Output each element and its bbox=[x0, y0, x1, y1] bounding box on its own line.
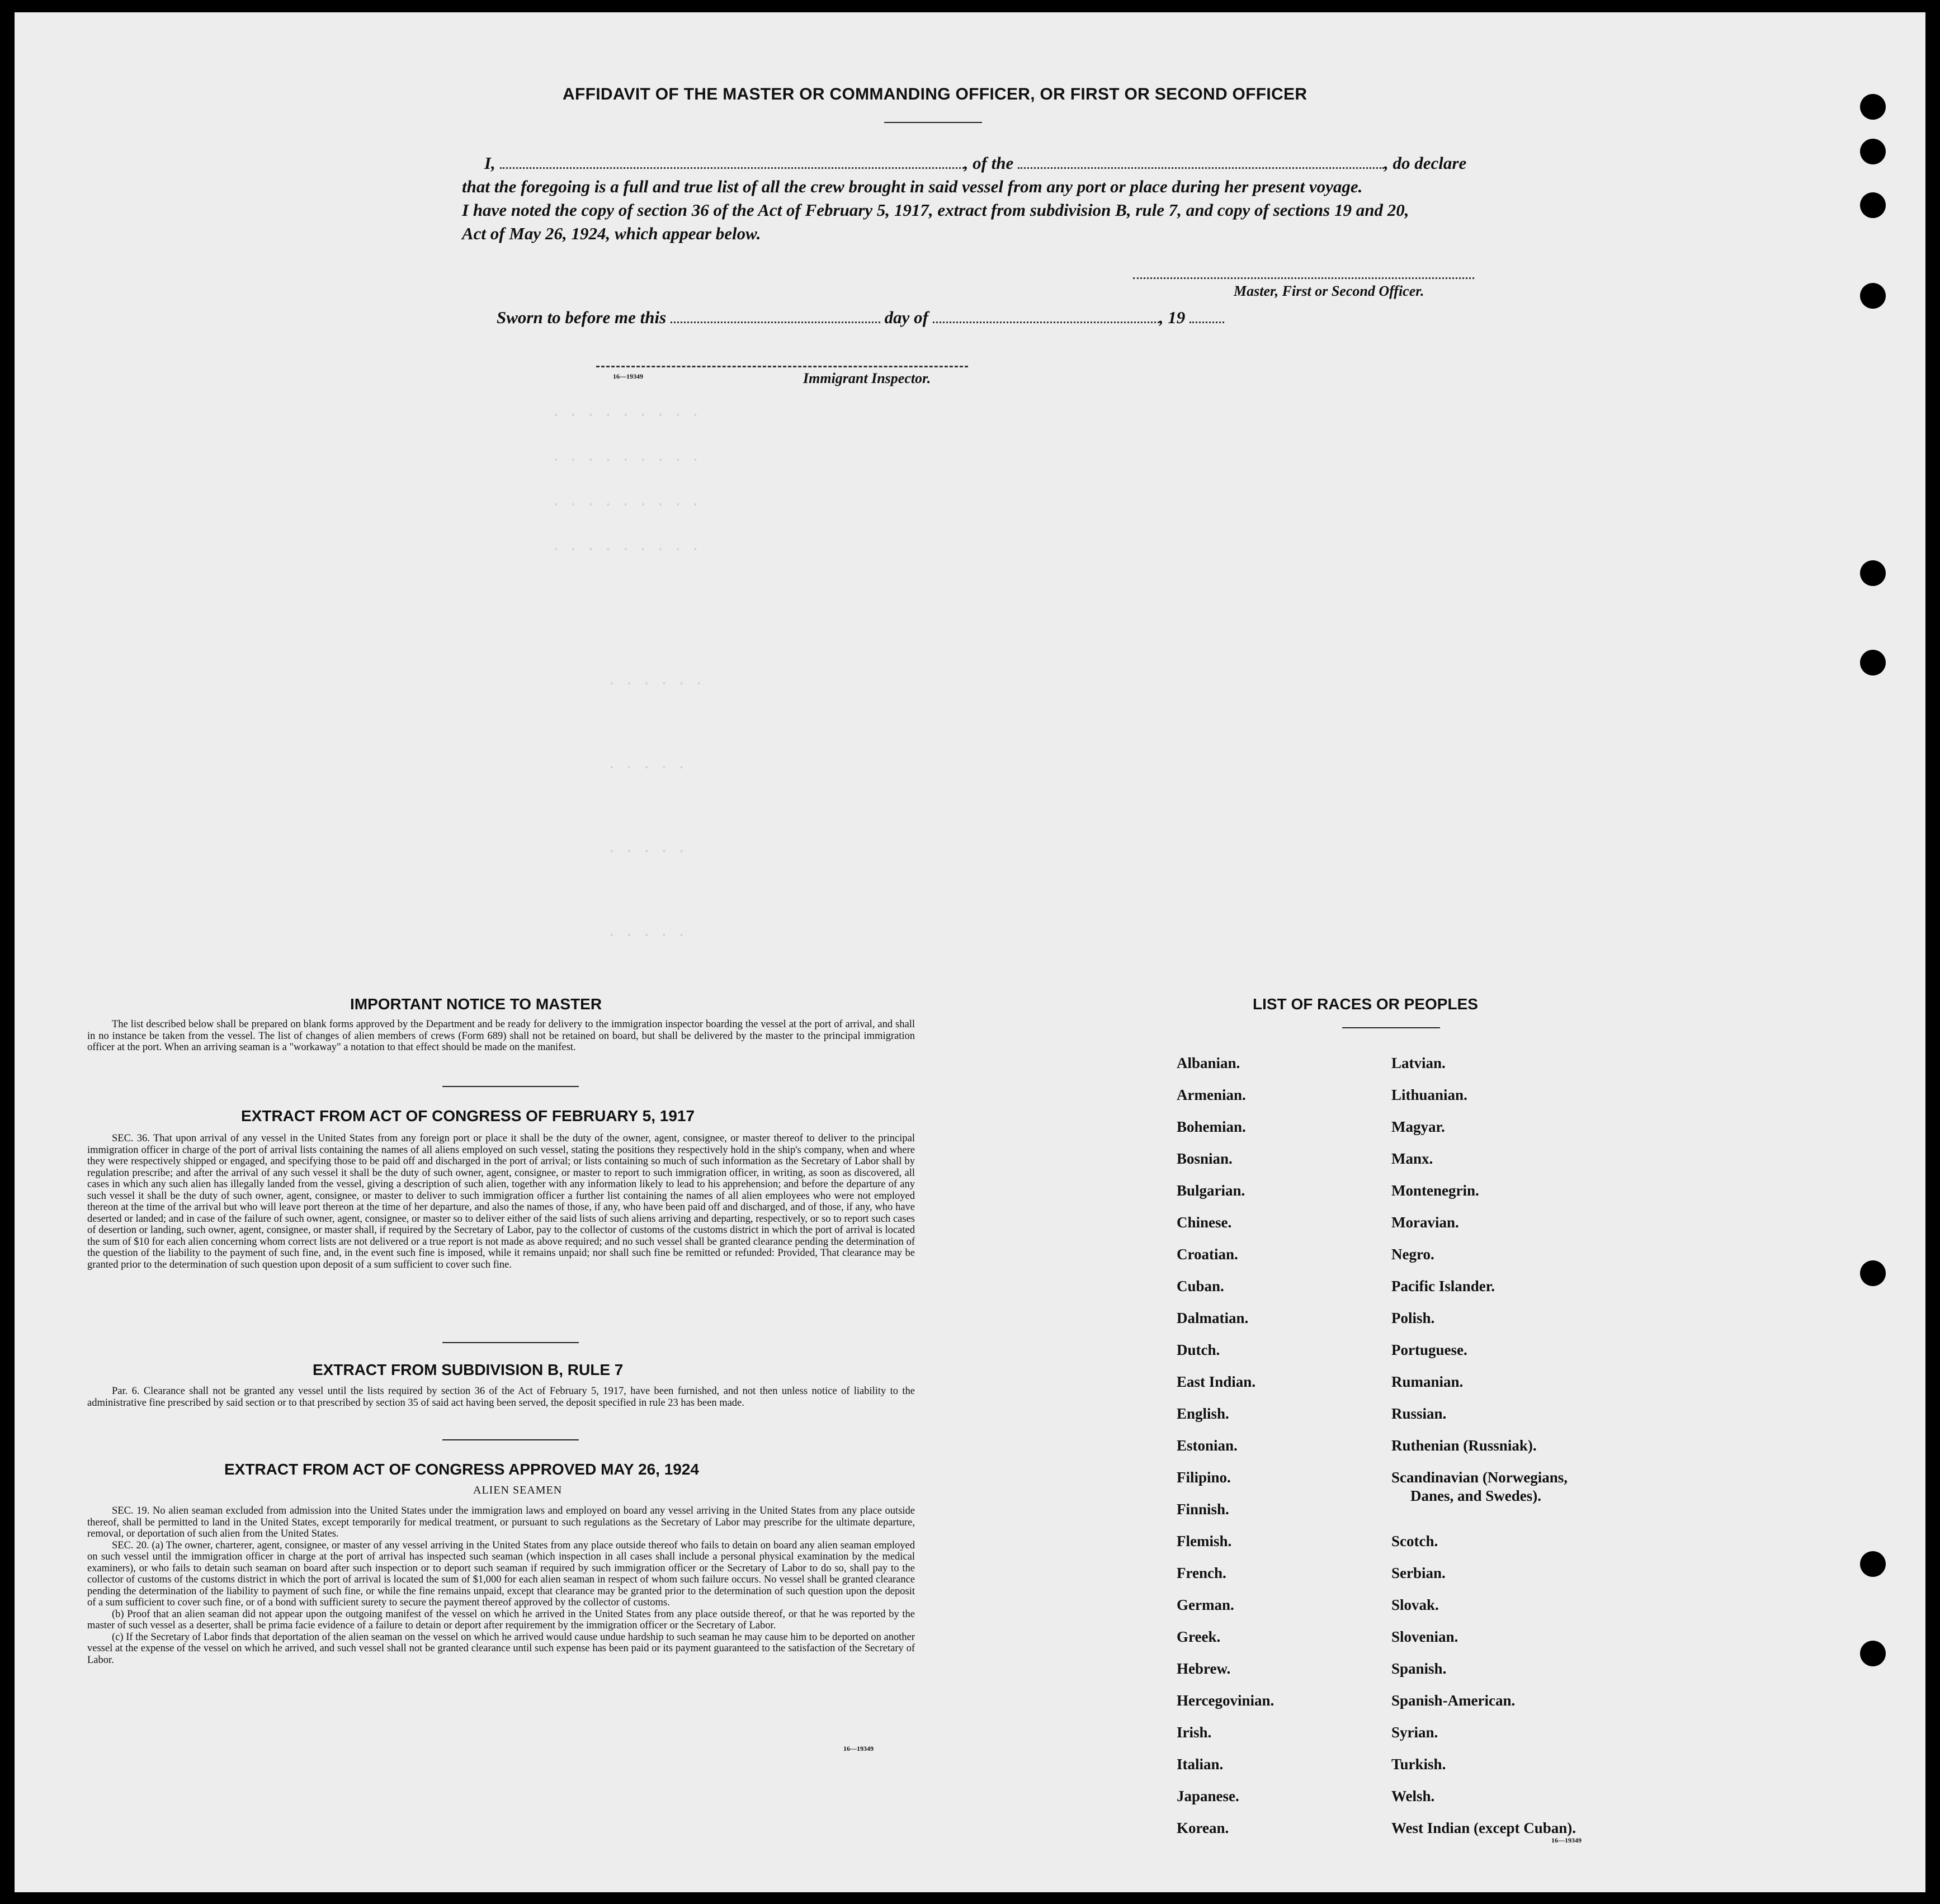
divider bbox=[884, 122, 982, 123]
section-20c-paragraph: (c) If the Secretary of Labor finds that deportation of the alien seaman on the vessel on which he arrived would cause undue hardship to such seaman he may cause him to be deported on another vessel at the expense of the vessel on which he arrived, and such vessel shall not be granted clearance until such expense has been paid or its payment guaranteed to the satisfaction of the Secretary of Labor. bbox=[87, 1631, 915, 1666]
sworn-day-field[interactable] bbox=[671, 321, 880, 323]
section-36-paragraph: SEC. 36. That upon arrival of any vessel in the United States from any foreign port or place it shall be the duty of the owner, agent, consignee, or master thereof to deliver to the principal immigration officer in charge of the port of arrival lists containing the names of all aliens employed on such vessel, stating the positions they respectively hold in the ship's company, when and where they were respectively shipped or engaged, and specifying those to be paid off and discharged in the port of arrival; or lists containing so much of such information as the Secretary of Labor shall by regulation prescribe; and after the arrival of any such vessel it shall be the duty of such owner, agent, consignee, or master to report to such immigration officer, in writing, as soon as discovered, all cases in which any such alien has illegally landed from the vessel, giving a description of such alien, together with any information likely to lead to his apprehension; and before the departure of any such vessel it shall be the duty of such owner, agent, consignee, or master to deliver to such immigration officer a further list containing the names of all alien employees who were not employed thereon at the time of the arrival but who will leave port thereon at the time of her departure, and also the names of those, if any, who have been paid off and discharged, and of those, if any, who have deserted or landed; and in case of the failure of such owner, agent, consignee, or master so to deliver either of the said lists of such aliens arriving and departing, respectively, or so to report such cases of desertion or landing, such owner, agent, consignee, or master shall, if required by the Secretary of Labor, pay to the collector of customs of the customs district in which the port of arrival is located the sum of $10 for each alien concerning whom correct lists are not delivered or a true report is not made as above required; and no such vessel shall be granted clearance pending the determination of the question of the liability to the payment of such fine, and, in the event such fine is imposed, while it remains unpaid; nor shall such fine be remitted or refunded: Provided, That clearance may be granted prior to the determination of such question upon deposit of a sum sufficient to cover such fine. bbox=[87, 1133, 915, 1270]
inspector-label: Immigrant Inspector. bbox=[803, 370, 931, 386]
race-item: Bulgarian. bbox=[1177, 1182, 1245, 1199]
race-item: Scandinavian (Norwegians, bbox=[1391, 1469, 1568, 1486]
divider bbox=[442, 1342, 579, 1343]
inspector-signature-line[interactable] bbox=[596, 366, 968, 367]
race-item: Spanish. bbox=[1391, 1660, 1447, 1677]
sworn-line bbox=[497, 308, 1224, 328]
affidavit-line1 bbox=[484, 153, 1466, 173]
sworn-year-field[interactable] bbox=[1190, 321, 1224, 323]
master-label: Master, First or Second Officer. bbox=[1234, 283, 1424, 299]
race-item: Estonian. bbox=[1177, 1437, 1238, 1454]
extract-1924-title: EXTRACT FROM ACT OF CONGRESS APPROVED MAY 26, 1924 bbox=[224, 1461, 699, 1478]
race-item: Dutch. bbox=[1177, 1341, 1220, 1358]
race-item: Armenian. bbox=[1177, 1086, 1246, 1103]
extract-1917-title: EXTRACT FROM ACT OF CONGRESS OF FEBRUARY 5, 1917 bbox=[241, 1107, 695, 1125]
race-item: Manx. bbox=[1391, 1150, 1433, 1167]
race-item: Rumanian. bbox=[1391, 1373, 1464, 1390]
notice-paragraph: The list described below shall be prepared on blank forms approved by the Department and be ready for delivery to the immigration inspector boarding the vessel at the port of arrival, and shall in no instance be taken from the vessel. The list of changes of alien members of crews (Form 689) shall not be retained on board, but shall be delivered by the master to the principal immigration officer at the port. When an arriving seaman is a "workaway" a notation to that effect should be made on the manifest. bbox=[87, 1019, 915, 1053]
race-item: Korean. bbox=[1177, 1820, 1229, 1836]
race-item: Montenegrin. bbox=[1391, 1182, 1479, 1199]
year-label: , 19 bbox=[1159, 308, 1186, 327]
rule7-paragraph: Par. 6. Clearance shall not be granted any vessel until the lists required by section 36 of the Act of February 5, 1917, have been furnished, and not then unless notice of liability to the administrative fine prescribed by said section or to that prescribed by section 35 of said act having been served, the deposit specified in rule 23 has been made. bbox=[87, 1386, 915, 1409]
section-19-paragraph: SEC. 19. No alien seaman excluded from admission into the United States under the immigration laws and employed on board any vessel arriving in the United States from any place outside thereof, shall be permitted to land in the United States, except temporarily for medical treatment, or pursuant to such regulations as the Secretary of Labor may prescribe for the ultimate departure, removal, or deportation of such alien from the United States. bbox=[87, 1505, 915, 1539]
race-item: Portuguese. bbox=[1391, 1341, 1467, 1358]
race-item: Pacific Islander. bbox=[1391, 1278, 1495, 1294]
race-item: Moravian. bbox=[1391, 1214, 1459, 1231]
race-item: West Indian (except Cuban). bbox=[1391, 1820, 1576, 1836]
race-item: Welsh. bbox=[1391, 1788, 1435, 1804]
master-signature-line[interactable] bbox=[1133, 277, 1474, 279]
race-item: Slovenian. bbox=[1391, 1628, 1458, 1645]
divider bbox=[442, 1439, 579, 1440]
race-item: Scotch. bbox=[1391, 1533, 1438, 1549]
extract-1917-text bbox=[87, 1133, 915, 1270]
punch-hole bbox=[1860, 139, 1886, 164]
race-item: Albanian. bbox=[1177, 1055, 1240, 1071]
race-item: Slovak. bbox=[1391, 1596, 1439, 1613]
race-item: Ruthenian (Russniak). bbox=[1391, 1437, 1537, 1454]
race-item: East Indian. bbox=[1177, 1373, 1256, 1390]
race-item: Turkish. bbox=[1391, 1756, 1446, 1773]
punch-hole bbox=[1860, 283, 1886, 309]
sworn-month-field[interactable] bbox=[933, 321, 1159, 323]
race-item: Hercegovinian. bbox=[1177, 1692, 1275, 1709]
do-declare-label: , do declare bbox=[1384, 153, 1467, 173]
race-item: Bosnian. bbox=[1177, 1150, 1233, 1167]
punch-hole bbox=[1860, 1641, 1886, 1666]
races-title: LIST OF RACES OR PEOPLES bbox=[1253, 995, 1478, 1013]
race-item: Spanish-American. bbox=[1391, 1692, 1516, 1709]
race-item: Lithuanian. bbox=[1391, 1086, 1467, 1103]
day-of-label: day of bbox=[884, 308, 928, 327]
section-20b-paragraph: (b) Proof that an alien seaman did not appear upon the outgoing manifest of the vessel on which he arrived in the United States from any place outside thereof, or that he was reported by the master of such vessel as a deserter, shall be prima facie evidence of a failure to detain or deport after requirement by the immigration officer or the Secretary of Labor. bbox=[87, 1608, 915, 1631]
race-item: Serbian. bbox=[1391, 1565, 1446, 1581]
race-item: English. bbox=[1177, 1405, 1229, 1422]
affidavit-title: AFFIDAVIT OF THE MASTER OR COMMANDING OFFICER, OR FIRST OR SECOND OFFICER bbox=[563, 85, 1308, 103]
form-number: 16—19349 bbox=[1551, 1836, 1582, 1844]
race-item: Negro. bbox=[1391, 1246, 1434, 1263]
race-item: Cuban. bbox=[1177, 1278, 1224, 1294]
race-item: Flemish. bbox=[1177, 1533, 1232, 1549]
document-page: . . . . . . . . . . . . . . . . . . . . . . . . . . . . . . . . . . . . . . . . . . . . . . . . . . . . . . . . . AFFIDAVIT OF THE MASTER OR COMMANDING OFFICER, OR FIRST OR SECOND OFFICER I, , of the , do declare that the foregoing is a full and true list of all the crew brought in said vessel from any port or place during her present voyage. I have noted the copy of section 36 of the Act of February 5, 1917, extract from subdivision B, rule 7, and copy of sections 19 and 20, Act of May 26, 1924, which appear below. Master, First or Second Officer. Sworn to before me this day of , 19 16—19349 Immigrant Inspector. IMPORTANT NOTICE TO MASTER The list described below shall be prepared on blank forms approved by the Department and be ready for delivery to the immigration inspector boarding the vessel at the port of arrival, and shall in no instance be taken from the vessel. The list of changes of alien members of crews (Form 689) shall not be retained on board, but shall be delivered by the master to the principal immigration officer at the port. When an arriving seaman is a "workaway" a notation to that effect should be made on the manifest. EXTRACT FROM ACT OF CONGRESS OF FEBRUARY 5, 1917 SEC. 36. That upon arrival of any vessel in the United States from any foreign port or place it shall be the duty of the owner, agent, consignee, or master thereof to deliver to the principal immigration officer in charge of the port of arrival lists containing the names of all aliens employed on such vessel, stating the positions they respectively hold in the ship's company, when and where they were respectively shipped or engaged, and specifying those to be paid off and discharged in the port of arrival; or lists containing so much of such information as the Secretary of Labor shall by regulation prescribe; and after the arrival of any such vessel it shall be the duty of such owner, agent, consignee, or master to report to such immigration officer, in writing, as soon as discovered, all cases in which any such alien has illegally landed from the vessel, giving a description of such alien, together with any information likely to lead to his apprehension; and before the departure of any such vessel it shall be the duty of such owner, agent, consignee, or master to deliver to such immigration officer a further list containing the names of all alien employees who were not employed thereon at the time of the arrival but who will leave port thereon at the time of her departure, and also the names of those, if any, who have been paid off and discharged, and of those, if any, who have deserted or landed; and in case of the failure of such owner, agent, consignee, or master so to deliver either of the said lists of such aliens arriving and departing, respectively, or so to report such cases of desertion or landing, such owner, agent, consignee, or master shall, if required by the Secretary of Labor, pay to the collector of customs of the customs district in which the port of arrival is located the sum of $10 for each alien concerning whom correct lists are not delivered or a true report is not made as above required; and no such vessel shall be granted clearance pending the determination of the question of the liability to the payment of such fine, and, in the event such fine is imposed, while it remains unpaid; nor shall such fine be remitted or refunded: Provided, That clearance may be granted prior to the determination of such question upon deposit of a sum sufficient to cover such fine. EXTRACT FROM SUBDIVISION B, RULE 7 Par. 6. Clearance shall not be granted any vessel until the lists required by section 36 of the Act of February 5, 1917, have been furnished, and not then unless notice of liability to the administrative fine prescribed by said section or to that prescribed by section 35 of said act having been served, the deposit specified in rule 23 has been made. EXTRACT FROM ACT OF CONGRESS APPROVED MAY 26, 1924 ALIEN SEAMEN SEC. 19. No alien seaman excluded from admission into the United States under the immigration laws and employed on board any vessel arriving in the United States from any place outside thereof, shall be permitted to land in the United States, except temporarily for medical treatment, or pursuant to such regulations as the Secretary of Labor may prescribe for the ultimate departure, removal, or deportation of such alien from the United States. SEC. 20. (a) The owner, charterer, agent, consignee, or master of any vessel arriving in the United States from any place outside thereof who fails to detain on board any alien seaman employed on such vessel until the immigration officer in charge at the port of arrival has inspected such seaman (which inspection in all cases shall include a personal physical examination by the medical examiners), or who fails to detain such seaman on board after such inspection or to deport such seaman if required by such immigration officer or the Secretary of Labor to do so, shall pay to the collector of customs of the customs district in which the port of arrival is located the sum of $1,000 for each alien seaman in respect of whom such failure occurs. No vessel shall be granted clearance pending the determination of the liability to payment of such fine, or while the fine remains unpaid, except that clearance may be granted prior to the determination of such question upon the deposit of a sum sufficient to cover such fine, or of a bond with sufficient surety to secure the payment thereof approved by the collector of customs. (b) Proof that an alien seaman did not appear upon the outgoing manifest of the vessel on which he arrived in the United States from any place outside thereof, or that he was reported by the master of such vessel as a deserter, shall be prima facie evidence of a failure to detain or deport after requirement by the immigration officer or the Secretary of Labor. (c) If the Secretary of Labor finds that deportation of the alien seaman on the vessel on which he arrived would cause undue hardship to such seaman he may cause him to be deported on another vessel at the expense of the vessel on which he arrived, and such vessel shall not be granted clearance until such expense has been paid or its payment guaranteed to the satisfaction of the Secretary of Labor. 16—19349 LIST OF RACES OR PEOPLES Albanian. Armenian. Bohemian. Bosnian. Bulgarian. Chinese. Croatian. Cuban. Dalmatian. Dutch. East Indian. English. Estonian. Filipino. Finnish. Flemish. French. German. Greek. Hebrew. Hercegovinian. Irish. Italian. Japanese. Korean. Latvian. Lithuanian. Magyar. Manx. Montenegrin. Moravian. Negro. Pacific Islander. Polish. Portuguese. Rumanian. Russian. Ruthenian (Russniak). Scandinavian (Norwegians, Danes, and Swedes). Scotch. Serbian. Slovak. Slovenian. Spanish. Spanish-American. Syrian. Turkish. Welsh. West Indian (except Cuban). 16—19349 bbox=[15, 12, 1925, 1892]
race-item: Finnish. bbox=[1177, 1501, 1229, 1518]
alien-seamen-subtitle: ALIEN SEAMEN bbox=[473, 1484, 563, 1496]
form-number: 16—19349 bbox=[843, 1745, 874, 1752]
affidavit-line4: Act of May 26, 1924, which appear below. bbox=[462, 224, 761, 243]
race-item: Filipino. bbox=[1177, 1469, 1231, 1486]
punch-hole bbox=[1860, 192, 1886, 218]
of-the-label: , of the bbox=[964, 153, 1014, 173]
section-20a-paragraph: SEC. 20. (a) The owner, charterer, agent, consignee, or master of any vessel arriving in the United States from any place outside thereof who fails to detain on board any alien seaman employed on such vessel until the immigration officer in charge at the port of arrival has inspected such seaman (which inspection in all cases shall include a personal physical examination by the medical examiners), or who fails to detain such seaman on board after such inspection or to deport such seaman if required by such immigration officer or the Secretary of Labor to do so, shall pay to the collector of customs of the customs district in which the port of arrival is located the sum of $1,000 for each alien seaman in respect of whom such failure occurs. No vessel shall be granted clearance pending the determination of the liability to payment of such fine, or while the fine remains unpaid, except that clearance may be granted prior to the determination of such question upon the deposit of a sum sufficient to cover such fine, or of a bond with sufficient surety to secure the payment thereof approved by the collector of customs. bbox=[87, 1539, 915, 1608]
race-item: Polish. bbox=[1391, 1310, 1435, 1326]
race-item: Latvian. bbox=[1391, 1055, 1446, 1071]
race-item: Hebrew. bbox=[1177, 1660, 1231, 1677]
race-item: Russian. bbox=[1391, 1405, 1447, 1422]
punch-hole bbox=[1860, 1551, 1886, 1577]
race-item: Syrian. bbox=[1391, 1724, 1438, 1741]
race-item: Greek. bbox=[1177, 1628, 1221, 1645]
punch-hole bbox=[1860, 1260, 1886, 1286]
race-item: Japanese. bbox=[1177, 1788, 1239, 1804]
race-item: Croatian. bbox=[1177, 1246, 1238, 1263]
race-item: Italian. bbox=[1177, 1756, 1224, 1773]
race-item: French. bbox=[1177, 1565, 1226, 1581]
extract-1924-text bbox=[87, 1505, 915, 1666]
rule7-text bbox=[87, 1386, 915, 1409]
vessel-name-field[interactable] bbox=[1018, 167, 1384, 169]
divider bbox=[1342, 1027, 1440, 1028]
notice-title: IMPORTANT NOTICE TO MASTER bbox=[350, 995, 602, 1013]
race-item: Dalmatian. bbox=[1177, 1310, 1249, 1326]
sworn-label: Sworn to before me this bbox=[497, 308, 667, 327]
race-item: Magyar. bbox=[1391, 1118, 1445, 1135]
race-item: German. bbox=[1177, 1596, 1234, 1613]
notice-text bbox=[87, 1019, 915, 1053]
race-item: Bohemian. bbox=[1177, 1118, 1246, 1135]
affidavit-line2: that the foregoing is a full and true list of all the crew brought in said vessel from any port or place during her present voyage. bbox=[462, 177, 1363, 196]
punch-hole bbox=[1860, 94, 1886, 120]
declarant-prefix: I, bbox=[484, 153, 495, 173]
rule7-title: EXTRACT FROM SUBDIVISION B, RULE 7 bbox=[313, 1361, 624, 1378]
form-number: 16—19349 bbox=[613, 372, 643, 380]
declarant-name-field[interactable] bbox=[500, 167, 964, 169]
affidavit-line3: I have noted the copy of section 36 of the Act of February 5, 1917, extract from subdivision B, rule 7, and copy of sections 19 and 20, bbox=[462, 200, 1409, 220]
punch-hole bbox=[1860, 560, 1886, 586]
race-item: Danes, and Swedes). bbox=[1410, 1487, 1542, 1504]
divider bbox=[442, 1086, 579, 1087]
race-item: Chinese. bbox=[1177, 1214, 1232, 1231]
punch-hole bbox=[1860, 650, 1886, 675]
race-item: Irish. bbox=[1177, 1724, 1212, 1741]
